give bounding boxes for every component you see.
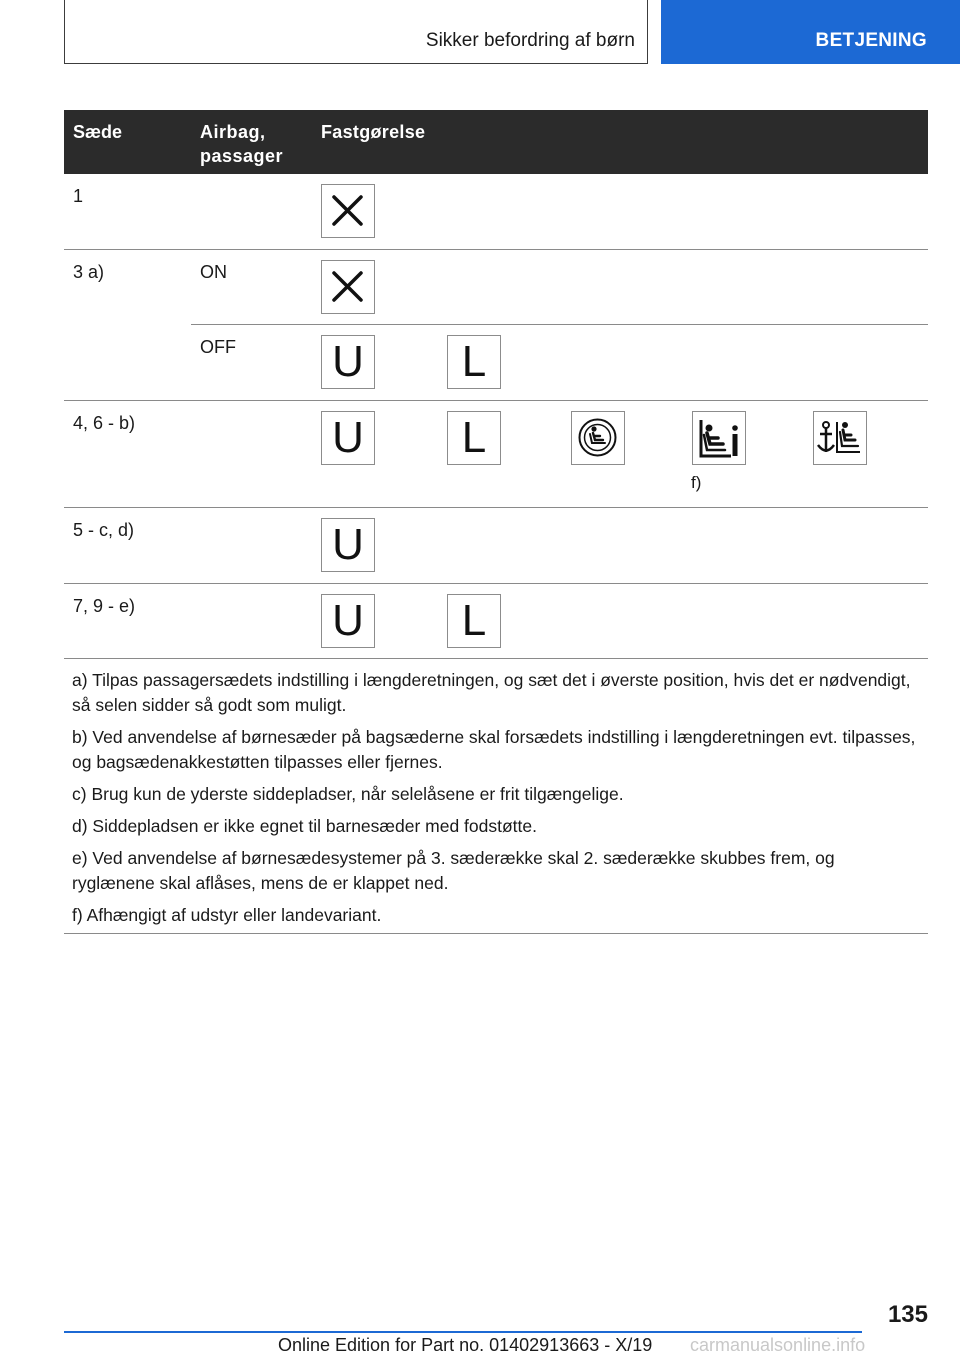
isofix-info-icon [692, 411, 746, 465]
watermark: carmanualsonline.info [690, 1335, 866, 1355]
header-chapter-tab [661, 0, 960, 64]
column-airbag-line2: passager [200, 146, 284, 166]
seat-cell: 5 - c, d) [73, 520, 135, 540]
page-number: 135 [887, 1301, 928, 1328]
chapter-title: BETJENING [815, 30, 927, 51]
header-section-box [64, 0, 648, 64]
universal-u-icon: U [321, 518, 375, 572]
not-allowed-icon [321, 260, 375, 314]
universal-u-icon: U [321, 594, 375, 648]
column-fastening: Fastgørelse [321, 122, 426, 142]
column-airbag [200, 120, 283, 168]
isofix-anchor-icon [813, 411, 867, 465]
child-seat-table [64, 110, 928, 659]
footnote-d: d) Siddepladsen er ikke egnet til barnesæder med fodstøtte. [72, 816, 537, 836]
column-seat: Sæde [73, 122, 123, 142]
universal-u-icon: U [321, 411, 375, 465]
semi-universal-l-icon: L [447, 411, 501, 465]
semi-universal-l-icon: L [447, 594, 501, 648]
table-row [64, 584, 928, 659]
table-header [64, 110, 928, 174]
column-airbag-line1: Airbag, [200, 122, 266, 142]
icon-footnote-ref: f) [691, 473, 702, 492]
i-size-seat-icon [571, 411, 625, 465]
universal-u-icon: U [321, 335, 375, 389]
seat-cell: 3 a) [73, 262, 105, 282]
seat-cell: 4, 6 - b) [73, 413, 136, 433]
footnotes [72, 668, 922, 935]
table-row [64, 250, 928, 325]
footnote-f: f) Afhængigt af udstyr eller landevariant. [72, 905, 382, 925]
semi-universal-l-icon: L [447, 335, 501, 389]
seat-cell: 1 [73, 186, 84, 206]
edition-text: Online Edition for Part no. 01402913663 - X/19 [278, 1335, 653, 1355]
footnote-a: a) Tilpas passagersædets indstilling i længderetningen, og sæt det i øverste position, hvis det er nødvendigt, så selen sidder så godt som muligt. [72, 670, 911, 715]
table-row [64, 508, 928, 584]
not-allowed-icon [321, 184, 375, 238]
seat-cell: 7, 9 - e) [73, 596, 136, 616]
footnote-c: c) Brug kun de yderste siddepladser, når selelåsene er frit tilgængelige. [72, 784, 624, 804]
airbag-cell: OFF [200, 337, 236, 357]
footer-divider [64, 1331, 862, 1333]
table-row [64, 325, 928, 401]
footnotes-divider [64, 933, 928, 934]
section-title: Sikker befordring af børn [425, 30, 635, 51]
airbag-cell: ON [200, 262, 227, 282]
footnote-e: e) Ved anvendelse af børnesædesystemer på 3. sæderække skal 2. sæderække skubbes frem, og ryglænene skal aflåses, mens de er klappet ned. [72, 848, 835, 893]
table-row [64, 174, 928, 250]
row-divider [64, 658, 928, 659]
footnote-b: b) Ved anvendelse af børnesæder på bagsæderne skal forsædets indstilling i længderetningen evt. tilpasses, og bagsædenakkestøtten tilpasses eller fjernes. [72, 727, 916, 772]
table-row [64, 401, 928, 508]
